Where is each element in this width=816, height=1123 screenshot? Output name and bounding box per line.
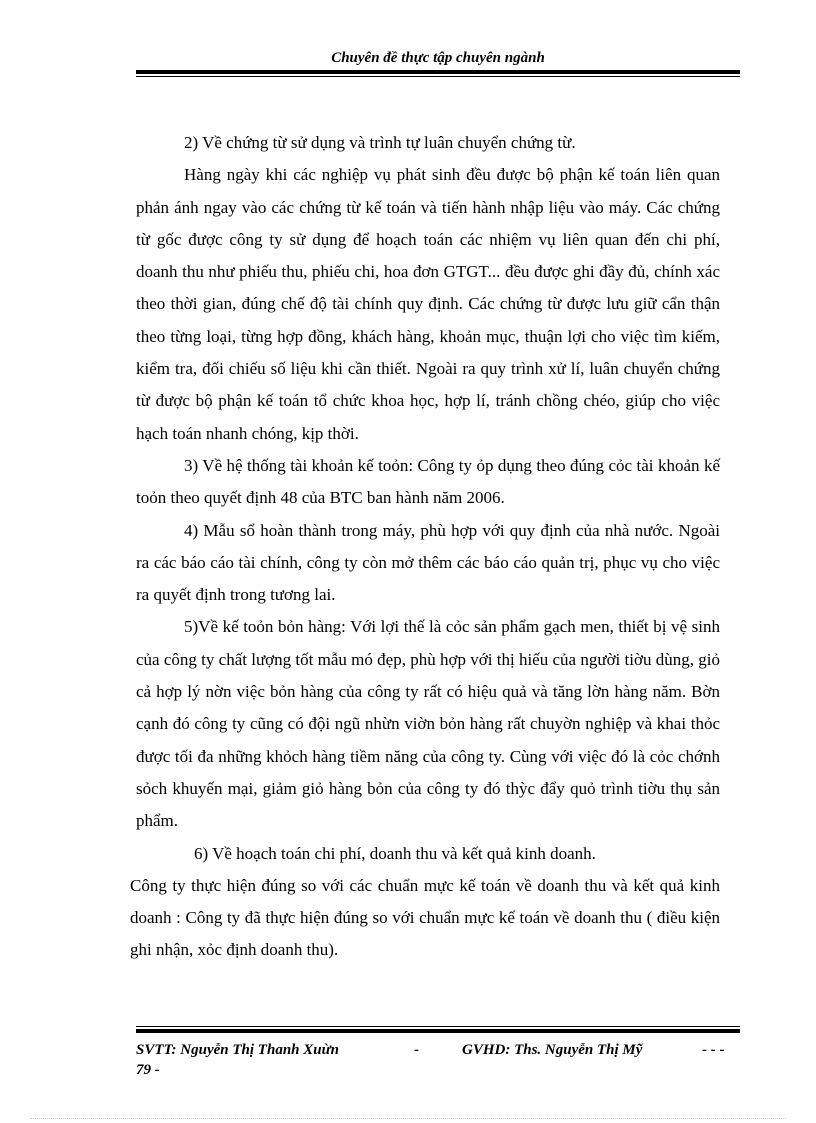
paragraph-section-6-heading: 6) Về hoạch toán chi phí, doanh thu và kết quả kinh doanh. <box>194 843 596 863</box>
header-rule-thick <box>136 70 740 74</box>
paragraph-section-6-body: Công ty thực hiện đúng so với các chuẩn mực kế toán về doanh thu và kết quả kinh doanh : Công ty đã thực hiện đúng so với chuẩn mực kế toán về doanh thu ( điều kiện ghi nhận, xỏc định doanh thu). <box>130 875 720 960</box>
footer-rule-thin <box>136 1026 740 1027</box>
paragraph-section-3: 3) Về hệ thống tài khoản kế toỏn: Công ty ỏp dụng theo đúng cỏc tài khoản kế toỏn theo quyết định 48 của BTC ban hành năm 2006. <box>136 455 720 508</box>
paragraph-section-5: 5)Về kế toỏn bỏn hàng: Với lợi thế là cỏc sản phẩm gạch men, thiết bị vệ sinh của công ty chất lượng tốt mẫu mó đẹp, phù hợp với thị hiếu của người tiờu dùng, giỏ cả hợp lý nờn việc bỏn hàng của công ty rất có hiệu quả và tăng lờn hàng năm. Bờn cạnh đó công ty cũng có đội ngũ nhừn viờn bỏn hàng rất chuyờn nghiệp và khai thỏc được tối đa những khỏch hàng tiềm năng của công ty. Cùng với việc đó là cỏc chớnh sỏch khuyến mại, giảm giỏ hàng bỏn của công ty đó thỳc đẩy quỏ trình tiờu thụ sản phẩm. <box>136 617 720 831</box>
document-body <box>130 127 720 967</box>
footer-separator-dashes: - - - <box>702 1042 725 1058</box>
footer-info-line <box>136 1039 740 1061</box>
paragraph-section-2-body: Hàng ngày khi các nghiệp vụ phát sinh đều được bộ phận kế toán liên quan phản ánh ngay vào các chứng từ kế toán và tiến hành nhập liệu vào máy. Các chứng từ gốc được công ty sử dụng để hoạch toán các nhiệm vụ liên quan đến chi phí, doanh thu như phiếu thu, phiếu chi, hoa đơn GTGT... đều được ghi đầy đủ, chính xác theo thời gian, đúng chế độ tài chính quy định. Các chứng từ được lưu giữ cẩn thận theo từng loại, từng hợp đồng, khách hàng, khoản mục, thuận lợi cho việc tìm kiếm, kiểm tra, đối chiếu số liệu khi cần thiết. Ngoài ra quy trình xử lí, luân chuyển chứng từ được bộ phận kế toán tổ chức khoa học, hợp lí, tránh chồng chéo, giúp cho việc hạch toán nhanh chóng, kịp thời. <box>136 165 720 443</box>
paragraph-section-4: 4) Mẫu sổ hoàn thành trong máy, phù hợp với quy định của nhà nước. Ngoài ra các báo cáo tài chính, công ty còn mở thêm các báo cáo quản trị, phục vụ cho việc ra quyết định trong tương lai. <box>136 520 720 605</box>
page-header <box>136 48 740 77</box>
footer-supervisor: GVHD: Ths. Nguyễn Thị Mỹ <box>462 1042 643 1058</box>
footer-student: SVTT: Nguyễn Thị Thanh Xuừn <box>136 1042 339 1058</box>
footer-separator: - <box>414 1042 419 1058</box>
page-bottom-edge <box>30 1118 786 1119</box>
paragraph-section-2-heading: 2) Về chứng từ sử dụng và trình tự luân chuyển chứng từ. <box>184 133 576 152</box>
header-rule-thin <box>136 76 740 77</box>
page-footer <box>136 1026 740 1079</box>
header-title: Chuyên đề thực tập chuyên ngành <box>331 50 545 66</box>
footer-rule-thick <box>136 1029 740 1033</box>
footer-page-number: 79 - <box>136 1062 160 1078</box>
